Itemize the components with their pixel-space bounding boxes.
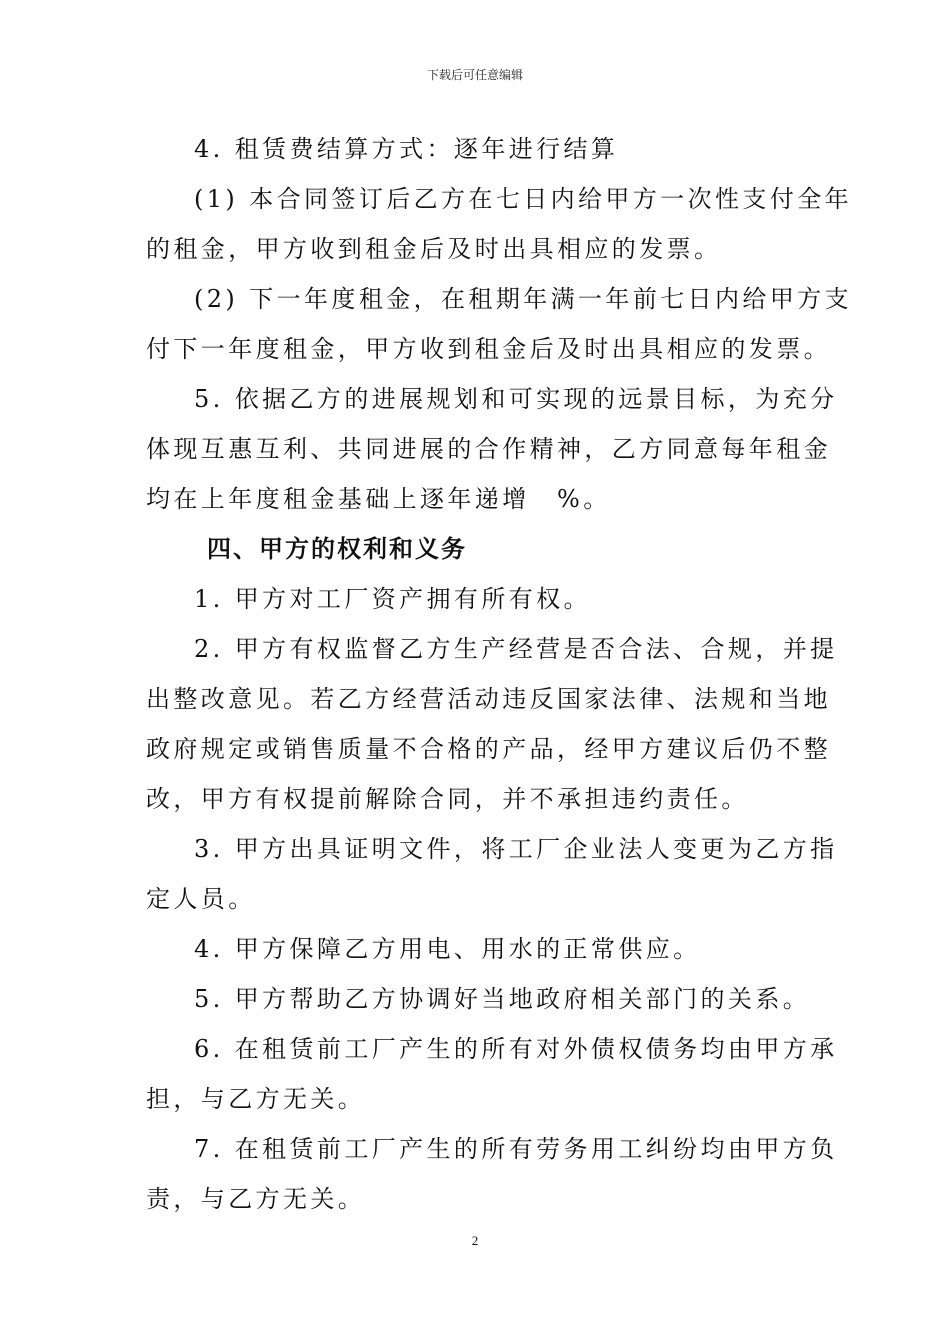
paragraph-line: 7. 在租赁前工厂产生的所有劳务用工纠纷均由甲方负 — [194, 1135, 838, 1163]
paragraph-line: 体现互惠互利、共同进展的合作精神，乙方同意每年租金 — [146, 435, 831, 463]
page-header: 下载后可任意编辑 — [426, 68, 523, 82]
paragraph-line: 2. 甲方有权监督乙方生产经营是否合法、合规，并提 — [194, 635, 838, 663]
paragraph-line: 6. 在租赁前工厂产生的所有对外债权债务均由甲方承 — [194, 1035, 838, 1063]
paragraph-line: 1. 甲方对工厂资产拥有所有权。 — [194, 585, 591, 613]
paragraph-line: 4. 租赁费结算方式：逐年进行结算 — [194, 135, 619, 163]
paragraph-line: 4. 甲方保障乙方用电、用水的正常供应。 — [194, 935, 701, 963]
paragraph-line: (1) 本合同签订后乙方在七日内给甲方一次性支付全年 — [194, 185, 853, 213]
paragraph-line: 政府规定或销售质量不合格的产品，经甲方建议后仍不整 — [146, 735, 831, 763]
section-heading: 四、甲方的权利和义务 — [207, 535, 467, 563]
paragraph-line: 均在上年度租金基础上逐年递增 %。 — [146, 485, 611, 513]
paragraph-line: 改，甲方有权提前解除合同，并不承担违约责任。 — [146, 785, 749, 813]
paragraph-line: 付下一年度租金，甲方收到租金后及时出具相应的发票。 — [146, 335, 831, 363]
paragraph-line: 责，与乙方无关。 — [146, 1185, 366, 1213]
paragraph-line: (2) 下一年度租金，在租期年满一年前七日内给甲方支 — [194, 285, 853, 313]
page-number: 2 — [471, 1233, 479, 1248]
paragraph-line: 5. 甲方帮助乙方协调好当地政府相关部门的关系。 — [194, 985, 811, 1013]
paragraph-line: 3. 甲方出具证明文件，将工厂企业法人变更为乙方指 — [194, 835, 838, 863]
paragraph-line: 的租金，甲方收到租金后及时出具相应的发票。 — [146, 235, 722, 263]
paragraph-line: 5. 依据乙方的进展规划和可实现的远景目标，为充分 — [194, 385, 838, 413]
paragraph-line: 担，与乙方无关。 — [146, 1085, 366, 1113]
paragraph-line: 出整改意见。若乙方经营活动违反国家法律、法规和当地 — [146, 685, 831, 713]
paragraph-line: 定人员。 — [146, 885, 256, 913]
